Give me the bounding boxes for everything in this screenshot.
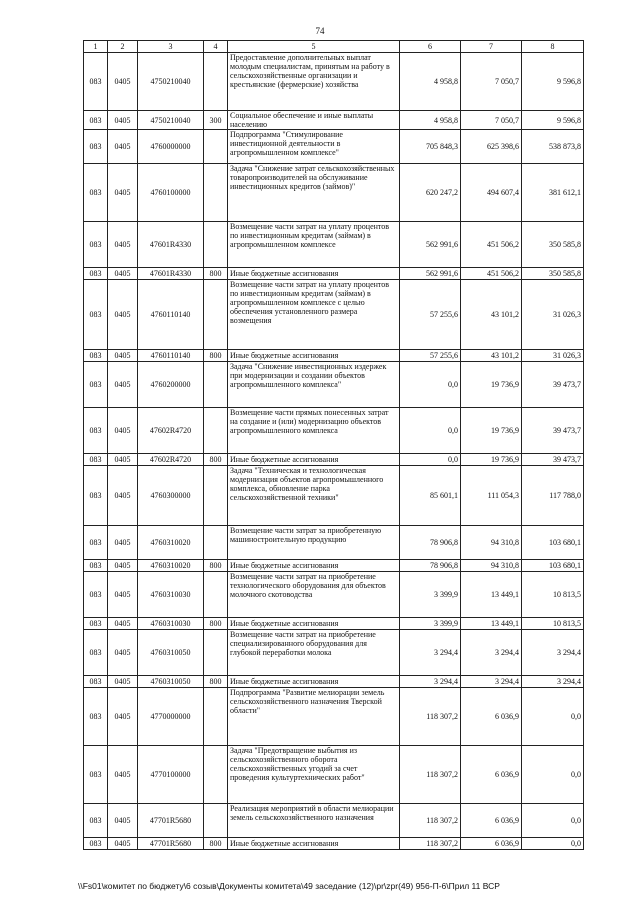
cell-col-1: 083 bbox=[84, 53, 108, 111]
cell-col-5: Подпрограмма "Развитие мелиорации земель сельскохозяйственного назначения Тверской области" bbox=[228, 688, 400, 746]
cell-col-8: 103 680,1 bbox=[522, 560, 584, 572]
table-row bbox=[84, 688, 584, 746]
cell-col-4 bbox=[204, 53, 228, 111]
table-row bbox=[84, 572, 584, 618]
cell-col-7: 451 506,2 bbox=[461, 222, 522, 268]
cell-col-4: 800 bbox=[204, 560, 228, 572]
header-cell-3: 3 bbox=[138, 41, 204, 53]
header-cell-7: 7 bbox=[461, 41, 522, 53]
cell-col-1: 083 bbox=[84, 572, 108, 618]
cell-col-2: 0405 bbox=[108, 688, 138, 746]
cell-col-7: 13 449,1 bbox=[461, 572, 522, 618]
cell-col-3: 4760110140 bbox=[138, 280, 204, 350]
cell-col-3: 4760310030 bbox=[138, 572, 204, 618]
cell-col-7: 19 736,9 bbox=[461, 362, 522, 408]
cell-col-8: 0,0 bbox=[522, 838, 584, 850]
cell-col-8: 3 294,4 bbox=[522, 676, 584, 688]
table-body bbox=[84, 53, 584, 850]
cell-col-8: 0,0 bbox=[522, 804, 584, 838]
cell-col-5: Возмещение части прямых понесенных затрат на создание и (или) модернизацию объектов агропромышленного комплекса bbox=[228, 408, 400, 454]
cell-col-3: 4770000000 bbox=[138, 688, 204, 746]
budget-table bbox=[83, 40, 584, 850]
cell-col-2: 0405 bbox=[108, 526, 138, 560]
cell-col-6: 3 399,9 bbox=[400, 572, 461, 618]
cell-col-8: 10 813,5 bbox=[522, 572, 584, 618]
header-cell-4: 4 bbox=[204, 41, 228, 53]
cell-col-7: 494 607,4 bbox=[461, 164, 522, 222]
cell-col-4 bbox=[204, 630, 228, 676]
cell-col-7: 43 101,2 bbox=[461, 280, 522, 350]
table-row bbox=[84, 618, 584, 630]
cell-col-4: 800 bbox=[204, 454, 228, 466]
page-number: 74 bbox=[315, 26, 325, 36]
table-row bbox=[84, 130, 584, 164]
cell-col-4 bbox=[204, 408, 228, 454]
cell-col-2: 0405 bbox=[108, 560, 138, 572]
cell-col-2: 0405 bbox=[108, 164, 138, 222]
cell-col-1: 083 bbox=[84, 838, 108, 850]
cell-col-5: Возмещение части затрат за приобретенную машиностроительную продукцию bbox=[228, 526, 400, 560]
cell-col-4: 800 bbox=[204, 618, 228, 630]
header-cell-2: 2 bbox=[108, 41, 138, 53]
cell-col-2: 0405 bbox=[108, 466, 138, 526]
cell-col-3: 4760000000 bbox=[138, 130, 204, 164]
cell-col-8: 39 473,7 bbox=[522, 408, 584, 454]
cell-col-4: 800 bbox=[204, 268, 228, 280]
cell-col-8: 31 026,3 bbox=[522, 280, 584, 350]
cell-col-5: Иные бюджетные ассигнования bbox=[228, 454, 400, 466]
table-row bbox=[84, 526, 584, 560]
cell-col-6: 4 958,8 bbox=[400, 53, 461, 111]
cell-col-4: 800 bbox=[204, 350, 228, 362]
cell-col-5: Предоставление дополнительных выплат молодым специалистам, принятым на работу в сельскохозяйственные организации и крестьянские (фермерские) хозяйства bbox=[228, 53, 400, 111]
cell-col-5: Иные бюджетные ассигнования bbox=[228, 838, 400, 850]
cell-col-7: 94 310,8 bbox=[461, 560, 522, 572]
cell-col-1: 083 bbox=[84, 222, 108, 268]
cell-col-4 bbox=[204, 280, 228, 350]
cell-col-1: 083 bbox=[84, 630, 108, 676]
cell-col-3: 4760100000 bbox=[138, 164, 204, 222]
cell-col-4 bbox=[204, 804, 228, 838]
cell-col-6: 0,0 bbox=[400, 362, 461, 408]
cell-col-6: 78 906,8 bbox=[400, 560, 461, 572]
cell-col-1: 083 bbox=[84, 130, 108, 164]
cell-col-5: Иные бюджетные ассигнования bbox=[228, 618, 400, 630]
table-row bbox=[84, 222, 584, 268]
cell-col-7: 43 101,2 bbox=[461, 350, 522, 362]
cell-col-5: Возмещение части затрат на уплату процентов по инвестиционным кредитам (займам) в агропромышленном комплексе bbox=[228, 222, 400, 268]
cell-col-6: 3 294,4 bbox=[400, 676, 461, 688]
cell-col-3: 4750210040 bbox=[138, 111, 204, 130]
cell-col-3: 47601R4330 bbox=[138, 268, 204, 280]
cell-col-1: 083 bbox=[84, 804, 108, 838]
cell-col-8: 31 026,3 bbox=[522, 350, 584, 362]
cell-col-3: 4770100000 bbox=[138, 746, 204, 804]
cell-col-2: 0405 bbox=[108, 111, 138, 130]
cell-col-7: 6 036,9 bbox=[461, 688, 522, 746]
cell-col-2: 0405 bbox=[108, 350, 138, 362]
cell-col-2: 0405 bbox=[108, 362, 138, 408]
cell-col-3: 4760310050 bbox=[138, 630, 204, 676]
cell-col-4 bbox=[204, 362, 228, 408]
cell-col-4 bbox=[204, 526, 228, 560]
cell-col-2: 0405 bbox=[108, 130, 138, 164]
cell-col-7: 6 036,9 bbox=[461, 804, 522, 838]
table-row bbox=[84, 362, 584, 408]
table-row bbox=[84, 804, 584, 838]
table-row bbox=[84, 111, 584, 130]
cell-col-3: 47701R5680 bbox=[138, 804, 204, 838]
cell-col-8: 0,0 bbox=[522, 746, 584, 804]
cell-col-1: 083 bbox=[84, 280, 108, 350]
cell-col-6: 620 247,2 bbox=[400, 164, 461, 222]
cell-col-1: 083 bbox=[84, 746, 108, 804]
cell-col-7: 19 736,9 bbox=[461, 454, 522, 466]
table-row bbox=[84, 746, 584, 804]
cell-col-5: Реализация мероприятий в области мелиорации земель сельскохозяйственного назначения bbox=[228, 804, 400, 838]
cell-col-7: 625 398,6 bbox=[461, 130, 522, 164]
cell-col-1: 083 bbox=[84, 111, 108, 130]
cell-col-1: 083 bbox=[84, 676, 108, 688]
cell-col-2: 0405 bbox=[108, 454, 138, 466]
cell-col-2: 0405 bbox=[108, 676, 138, 688]
cell-col-3: 47602R4720 bbox=[138, 454, 204, 466]
cell-col-2: 0405 bbox=[108, 280, 138, 350]
cell-col-3: 4760310020 bbox=[138, 526, 204, 560]
cell-col-6: 4 958,8 bbox=[400, 111, 461, 130]
table-row bbox=[84, 164, 584, 222]
cell-col-3: 4760110140 bbox=[138, 350, 204, 362]
cell-col-1: 083 bbox=[84, 560, 108, 572]
cell-col-4 bbox=[204, 746, 228, 804]
cell-col-6: 562 991,6 bbox=[400, 222, 461, 268]
cell-col-6: 3 294,4 bbox=[400, 630, 461, 676]
file-path-footer: \\Fs01\комитет по бюджету\6 созыв\Документы комитета\49 заседание (12)\pr\zpr(49) 956-П-6\Прил 11 ВСР bbox=[78, 881, 500, 891]
cell-col-3: 47602R4720 bbox=[138, 408, 204, 454]
cell-col-5: Подпрограмма "Стимулирование инвестиционной деятельности в агропромышленном комплексе" bbox=[228, 130, 400, 164]
cell-col-4: 300 bbox=[204, 111, 228, 130]
cell-col-2: 0405 bbox=[108, 268, 138, 280]
cell-col-1: 083 bbox=[84, 454, 108, 466]
cell-col-1: 083 bbox=[84, 362, 108, 408]
cell-col-8: 538 873,8 bbox=[522, 130, 584, 164]
cell-col-6: 85 601,1 bbox=[400, 466, 461, 526]
cell-col-3: 4760300000 bbox=[138, 466, 204, 526]
cell-col-6: 705 848,3 bbox=[400, 130, 461, 164]
table-row bbox=[84, 408, 584, 454]
cell-col-5: Иные бюджетные ассигнования bbox=[228, 676, 400, 688]
cell-col-5: Задача "Техническая и технологическая модернизация объектов агропромышленного комплекса, обновление парка сельскохозяйственной техники" bbox=[228, 466, 400, 526]
table-row bbox=[84, 280, 584, 350]
cell-col-6: 118 307,2 bbox=[400, 746, 461, 804]
cell-col-8: 0,0 bbox=[522, 688, 584, 746]
cell-col-5: Возмещение части затрат на приобретение технологического оборудования для объектов молочного скотоводства bbox=[228, 572, 400, 618]
cell-col-7: 19 736,9 bbox=[461, 408, 522, 454]
cell-col-7: 3 294,4 bbox=[461, 676, 522, 688]
cell-col-1: 083 bbox=[84, 350, 108, 362]
cell-col-2: 0405 bbox=[108, 408, 138, 454]
cell-col-1: 083 bbox=[84, 618, 108, 630]
cell-col-4 bbox=[204, 572, 228, 618]
cell-col-5: Иные бюджетные ассигнования bbox=[228, 350, 400, 362]
cell-col-7: 6 036,9 bbox=[461, 746, 522, 804]
table-row bbox=[84, 630, 584, 676]
cell-col-1: 083 bbox=[84, 688, 108, 746]
cell-col-2: 0405 bbox=[108, 630, 138, 676]
table-row bbox=[84, 676, 584, 688]
cell-col-6: 118 307,2 bbox=[400, 688, 461, 746]
cell-col-4: 800 bbox=[204, 838, 228, 850]
cell-col-5: Возмещение части затрат на уплату процентов по инвестиционным кредитам (займам) в агропромышленном комплексе с целью обеспечения установленного размера возмещения bbox=[228, 280, 400, 350]
cell-col-5: Возмещение части затрат на приобретение специализированного оборудования для глубокой переработки молока bbox=[228, 630, 400, 676]
cell-col-6: 118 307,2 bbox=[400, 838, 461, 850]
cell-col-8: 39 473,7 bbox=[522, 362, 584, 408]
cell-col-2: 0405 bbox=[108, 618, 138, 630]
header-cell-8: 8 bbox=[522, 41, 584, 53]
cell-col-6: 562 991,6 bbox=[400, 268, 461, 280]
cell-col-2: 0405 bbox=[108, 53, 138, 111]
cell-col-6: 78 906,8 bbox=[400, 526, 461, 560]
cell-col-4 bbox=[204, 222, 228, 268]
cell-col-2: 0405 bbox=[108, 572, 138, 618]
cell-col-8: 9 596,8 bbox=[522, 53, 584, 111]
cell-col-7: 13 449,1 bbox=[461, 618, 522, 630]
cell-col-5: Задача "Снижение затрат сельскохозяйственных товаропроизводителей на обслуживание инвестиционных кредитов (займов)" bbox=[228, 164, 400, 222]
cell-col-8: 9 596,8 bbox=[522, 111, 584, 130]
cell-col-3: 4750210040 bbox=[138, 53, 204, 111]
cell-col-3: 47601R4330 bbox=[138, 222, 204, 268]
cell-col-3: 4760200000 bbox=[138, 362, 204, 408]
cell-col-4 bbox=[204, 466, 228, 526]
cell-col-2: 0405 bbox=[108, 746, 138, 804]
cell-col-8: 10 813,5 bbox=[522, 618, 584, 630]
cell-col-5: Задача "Предотвращение выбытия из сельскохозяйственного оборота сельскохозяйственных угодий за счет проведения культуртехнических работ" bbox=[228, 746, 400, 804]
table-row bbox=[84, 268, 584, 280]
cell-col-1: 083 bbox=[84, 268, 108, 280]
cell-col-6: 57 255,6 bbox=[400, 280, 461, 350]
cell-col-5: Иные бюджетные ассигнования bbox=[228, 560, 400, 572]
cell-col-4 bbox=[204, 688, 228, 746]
cell-col-1: 083 bbox=[84, 164, 108, 222]
header-cell-5: 5 bbox=[228, 41, 400, 53]
cell-col-3: 4760310020 bbox=[138, 560, 204, 572]
table-row bbox=[84, 454, 584, 466]
cell-col-7: 451 506,2 bbox=[461, 268, 522, 280]
cell-col-8: 3 294,4 bbox=[522, 630, 584, 676]
cell-col-5: Иные бюджетные ассигнования bbox=[228, 268, 400, 280]
cell-col-6: 57 255,6 bbox=[400, 350, 461, 362]
table-row bbox=[84, 53, 584, 111]
cell-col-6: 118 307,2 bbox=[400, 804, 461, 838]
cell-col-8: 350 585,8 bbox=[522, 268, 584, 280]
cell-col-7: 3 294,4 bbox=[461, 630, 522, 676]
cell-col-2: 0405 bbox=[108, 838, 138, 850]
cell-col-4 bbox=[204, 164, 228, 222]
cell-col-3: 4760310050 bbox=[138, 676, 204, 688]
cell-col-3: 4760310030 bbox=[138, 618, 204, 630]
header-cell-1: 1 bbox=[84, 41, 108, 53]
cell-col-7: 6 036,9 bbox=[461, 838, 522, 850]
cell-col-5: Задача "Снижение инвестиционных издержек при модернизации и создании объектов агропромышленного комплекса" bbox=[228, 362, 400, 408]
cell-col-8: 381 612,1 bbox=[522, 164, 584, 222]
cell-col-8: 39 473,7 bbox=[522, 454, 584, 466]
cell-col-6: 3 399,9 bbox=[400, 618, 461, 630]
cell-col-7: 94 310,8 bbox=[461, 526, 522, 560]
cell-col-6: 0,0 bbox=[400, 408, 461, 454]
cell-col-2: 0405 bbox=[108, 222, 138, 268]
cell-col-4: 800 bbox=[204, 676, 228, 688]
header-cell-6: 6 bbox=[400, 41, 461, 53]
cell-col-6: 0,0 bbox=[400, 454, 461, 466]
cell-col-1: 083 bbox=[84, 408, 108, 454]
cell-col-8: 103 680,1 bbox=[522, 526, 584, 560]
table-row bbox=[84, 838, 584, 850]
cell-col-1: 083 bbox=[84, 526, 108, 560]
cell-col-7: 111 054,3 bbox=[461, 466, 522, 526]
cell-col-3: 47701R5680 bbox=[138, 838, 204, 850]
cell-col-7: 7 050,7 bbox=[461, 111, 522, 130]
cell-col-8: 350 585,8 bbox=[522, 222, 584, 268]
cell-col-7: 7 050,7 bbox=[461, 53, 522, 111]
table-row bbox=[84, 560, 584, 572]
cell-col-4 bbox=[204, 130, 228, 164]
table-row bbox=[84, 466, 584, 526]
cell-col-2: 0405 bbox=[108, 804, 138, 838]
cell-col-8: 117 788,0 bbox=[522, 466, 584, 526]
table-header-row bbox=[84, 41, 584, 53]
cell-col-1: 083 bbox=[84, 466, 108, 526]
cell-col-5: Социальное обеспечение и иные выплаты населению bbox=[228, 111, 400, 130]
table-row bbox=[84, 350, 584, 362]
